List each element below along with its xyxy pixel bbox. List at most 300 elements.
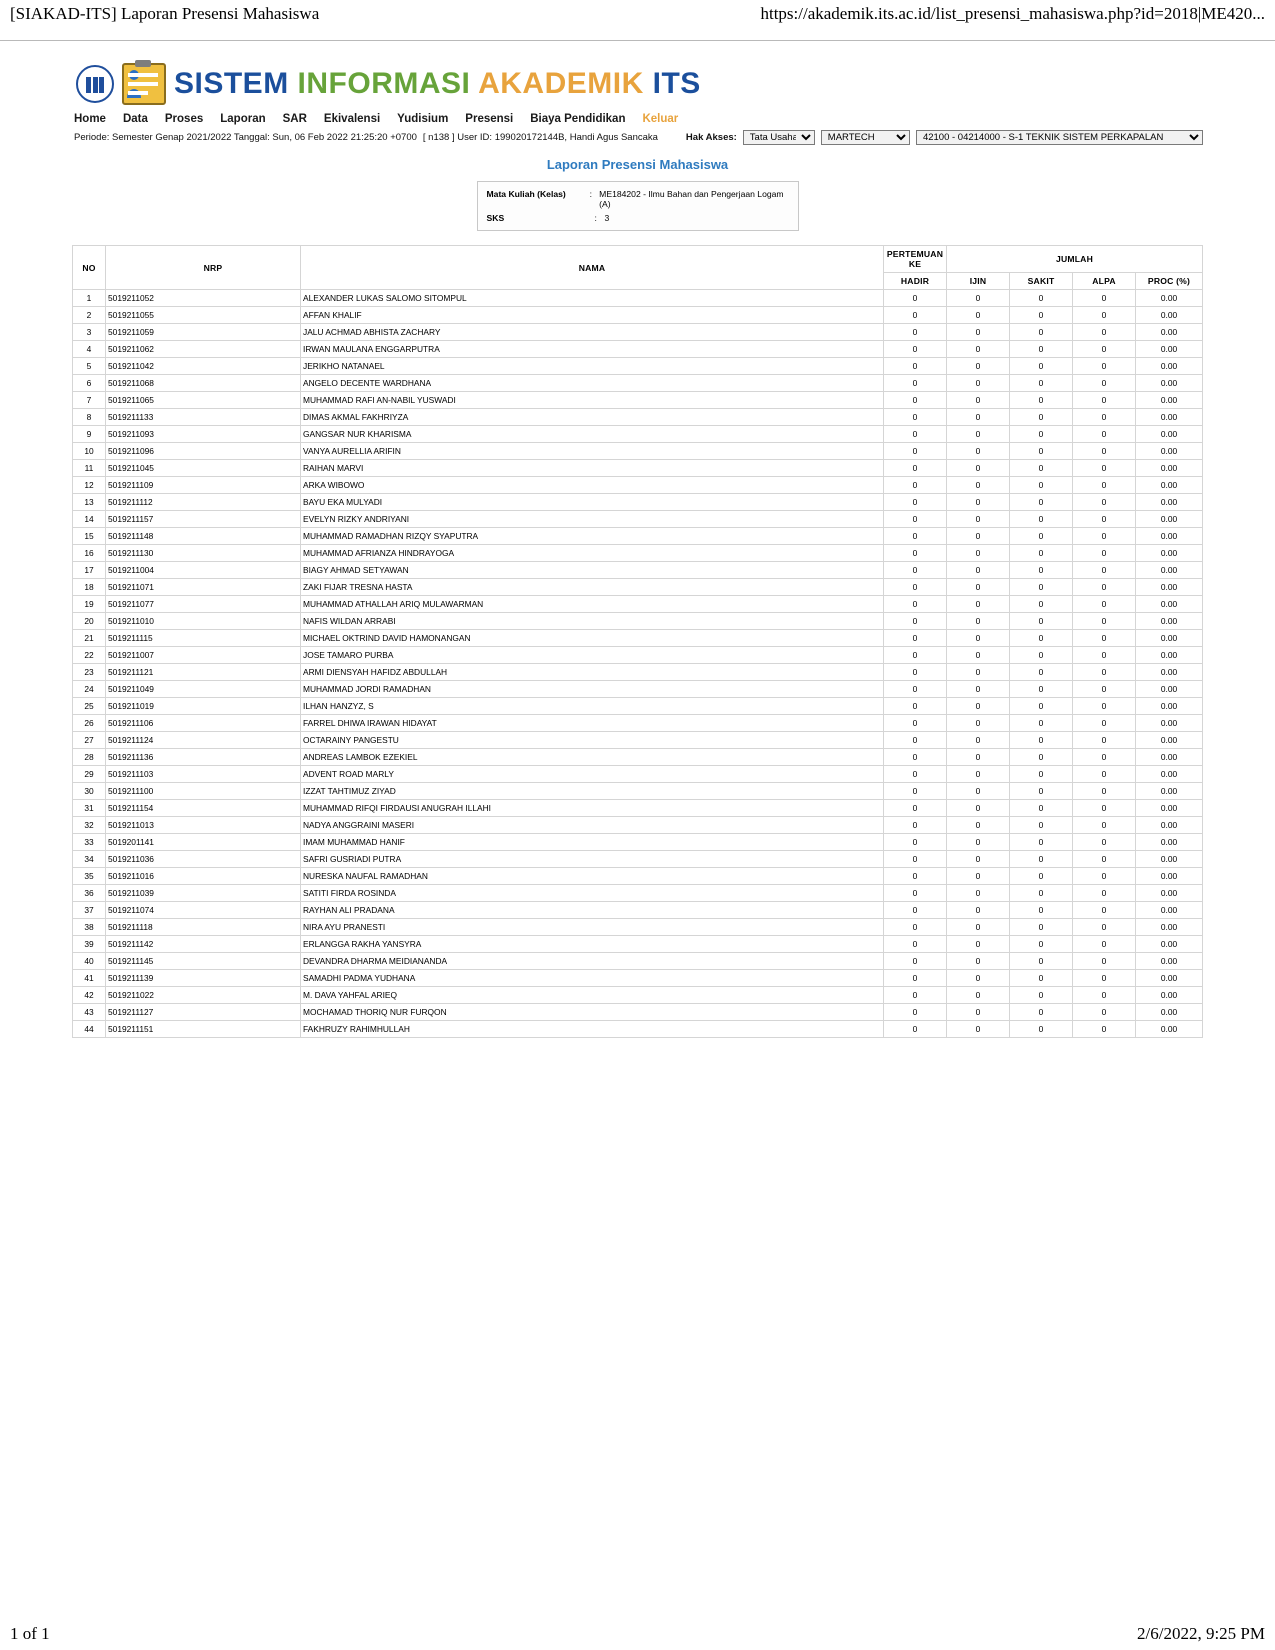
cell-ijin: 0 (947, 783, 1010, 800)
cell-ijin: 0 (947, 494, 1010, 511)
cell-sakit: 0 (1010, 307, 1073, 324)
cell-no: 38 (73, 919, 106, 936)
cell-hadir: 0 (884, 851, 947, 868)
cell-nrp: 5019211100 (106, 783, 301, 800)
cell-nama: MUHAMMAD ATHALLAH ARIQ MULAWARMAN (301, 596, 884, 613)
main-navigation[interactable] (72, 113, 1203, 125)
colon-separator: : (589, 189, 593, 199)
cell-ijin: 0 (947, 885, 1010, 902)
cell-alpa: 0 (1073, 681, 1136, 698)
cell-ijin: 0 (947, 613, 1010, 630)
cell-ijin: 0 (947, 375, 1010, 392)
cell-nama: ARKA WIBOWO (301, 477, 884, 494)
cell-ijin: 0 (947, 477, 1010, 494)
cell-ijin: 0 (947, 392, 1010, 409)
cell-hadir: 0 (884, 664, 947, 681)
cell-proc: 0.00 (1136, 358, 1203, 375)
sks-label: SKS (486, 213, 505, 223)
header-sakit: SAKIT (1010, 273, 1073, 290)
cell-no: 10 (73, 443, 106, 460)
table-row (73, 698, 1203, 715)
cell-hadir: 0 (884, 545, 947, 562)
cell-nrp: 5019211045 (106, 460, 301, 477)
cell-sakit: 0 (1010, 341, 1073, 358)
cell-alpa: 0 (1073, 783, 1136, 800)
table-row (73, 290, 1203, 307)
cell-nama: MUHAMMAD JORDI RAMADHAN (301, 681, 884, 698)
cell-alpa: 0 (1073, 545, 1136, 562)
table-row (73, 511, 1203, 528)
cell-no: 39 (73, 936, 106, 953)
cell-proc: 0.00 (1136, 443, 1203, 460)
cell-no: 35 (73, 868, 106, 885)
cell-nama: FARREL DHIWA IRAWAN HIDAYAT (301, 715, 884, 732)
table-row (73, 987, 1203, 1004)
cell-no: 18 (73, 579, 106, 596)
cell-alpa: 0 (1073, 511, 1136, 528)
table-row (73, 477, 1203, 494)
cell-hadir: 0 (884, 1004, 947, 1021)
cell-hadir: 0 (884, 936, 947, 953)
cell-proc: 0.00 (1136, 477, 1203, 494)
cell-hadir: 0 (884, 919, 947, 936)
table-row (73, 562, 1203, 579)
nav-proses[interactable]: Proses (164, 113, 204, 125)
cell-hadir: 0 (884, 443, 947, 460)
cell-proc: 0.00 (1136, 987, 1203, 1004)
cell-proc: 0.00 (1136, 970, 1203, 987)
cell-proc: 0.00 (1136, 749, 1203, 766)
table-row (73, 1004, 1203, 1021)
cell-sakit: 0 (1010, 324, 1073, 341)
cell-nrp: 5019211145 (106, 953, 301, 970)
cell-alpa: 0 (1073, 562, 1136, 579)
cell-ijin: 0 (947, 868, 1010, 885)
header-alpa: ALPA (1073, 273, 1136, 290)
print-footer-date: 2/6/2022, 9:25 PM (1137, 1624, 1265, 1643)
nav-sar[interactable]: SAR (282, 113, 307, 125)
cell-no: 44 (73, 1021, 106, 1038)
session-info-bar (72, 130, 1203, 145)
table-body (73, 290, 1203, 1038)
cell-proc: 0.00 (1136, 953, 1203, 970)
cell-nrp: 5019211052 (106, 290, 301, 307)
cell-nama: EVELYN RIZKY ANDRIYANI (301, 511, 884, 528)
cell-hadir: 0 (884, 902, 947, 919)
cell-nama: DIMAS AKMAL FAKHRIYZA (301, 409, 884, 426)
departemen-select[interactable] (821, 130, 910, 145)
cell-ijin: 0 (947, 460, 1010, 477)
table-row (73, 409, 1203, 426)
cell-nrp: 5019211068 (106, 375, 301, 392)
cell-sakit: 0 (1010, 596, 1073, 613)
cell-nama: NAFIS WILDAN ARRABI (301, 613, 884, 630)
banner-word-sistem: SISTEM (174, 67, 289, 100)
cell-no: 23 (73, 664, 106, 681)
cell-sakit: 0 (1010, 783, 1073, 800)
cell-no: 24 (73, 681, 106, 698)
cell-nrp: 5019211130 (106, 545, 301, 562)
nav-presensi[interactable]: Presensi (465, 113, 514, 125)
cell-no: 12 (73, 477, 106, 494)
cell-no: 42 (73, 987, 106, 1004)
cell-proc: 0.00 (1136, 341, 1203, 358)
cell-hadir: 0 (884, 681, 947, 698)
cell-hadir: 0 (884, 749, 947, 766)
cell-ijin: 0 (947, 511, 1010, 528)
cell-ijin: 0 (947, 426, 1010, 443)
cell-nama: RAYHAN ALI PRADANA (301, 902, 884, 919)
nav-home[interactable]: Home (74, 113, 106, 125)
cell-ijin: 0 (947, 732, 1010, 749)
cell-nrp: 5019211115 (106, 630, 301, 647)
cell-nama: ERLANGGA RAKHA YANSYRA (301, 936, 884, 953)
nav-keluar[interactable]: Keluar (642, 113, 679, 125)
cell-ijin: 0 (947, 936, 1010, 953)
cell-nrp: 5019211112 (106, 494, 301, 511)
cell-hadir: 0 (884, 307, 947, 324)
program-studi-select[interactable] (916, 130, 1203, 145)
cell-proc: 0.00 (1136, 715, 1203, 732)
cell-proc: 0.00 (1136, 698, 1203, 715)
cell-nrp: 5019211154 (106, 800, 301, 817)
cell-ijin: 0 (947, 545, 1010, 562)
cell-proc: 0.00 (1136, 800, 1203, 817)
nav-yudisium[interactable]: Yudisium (397, 113, 449, 125)
table-row (73, 1021, 1203, 1038)
cell-nama: JERIKHO NATANAEL (301, 358, 884, 375)
cell-nrp: 5019211007 (106, 647, 301, 664)
cell-nama: ADVENT ROAD MARLY (301, 766, 884, 783)
session-text: [ n138 ] User ID: 199020172144B, Handi Agus Sancaka (422, 132, 658, 143)
nav-biaya-pendidikan[interactable]: Biaya Pendidikan (530, 113, 626, 125)
cell-nrp: 5019211136 (106, 749, 301, 766)
table-row (73, 341, 1203, 358)
cell-nama: JOSE TAMARO PURBA (301, 647, 884, 664)
nav-laporan[interactable]: Laporan (220, 113, 266, 125)
cell-no: 31 (73, 800, 106, 817)
cell-alpa: 0 (1073, 834, 1136, 851)
cell-no: 20 (73, 613, 106, 630)
cell-ijin: 0 (947, 409, 1010, 426)
cell-no: 7 (73, 392, 106, 409)
cell-alpa: 0 (1073, 732, 1136, 749)
cell-nama: AFFAN KHALIF (301, 307, 884, 324)
cell-no: 40 (73, 953, 106, 970)
cell-alpa: 0 (1073, 290, 1136, 307)
cell-alpa: 0 (1073, 375, 1136, 392)
print-footer (0, 1624, 1275, 1644)
table-row (73, 307, 1203, 324)
table-row (73, 613, 1203, 630)
cell-no: 29 (73, 766, 106, 783)
cell-alpa: 0 (1073, 1021, 1136, 1038)
cell-proc: 0.00 (1136, 494, 1203, 511)
table-row (73, 851, 1203, 868)
sks-value: 3 (604, 213, 610, 223)
cell-alpa: 0 (1073, 443, 1136, 460)
cell-nrp: 5019211151 (106, 1021, 301, 1038)
cell-hadir: 0 (884, 885, 947, 902)
cell-no: 28 (73, 749, 106, 766)
cell-hadir: 0 (884, 987, 947, 1004)
cell-alpa: 0 (1073, 698, 1136, 715)
cell-proc: 0.00 (1136, 783, 1203, 800)
cell-no: 19 (73, 596, 106, 613)
cell-nama: VANYA AURELLIA ARIFIN (301, 443, 884, 460)
cell-hadir: 0 (884, 324, 947, 341)
cell-alpa: 0 (1073, 409, 1136, 426)
header-nama: NAMA (301, 246, 884, 290)
cell-proc: 0.00 (1136, 630, 1203, 647)
cell-proc: 0.00 (1136, 885, 1203, 902)
course-info-box (477, 181, 799, 231)
cell-ijin: 0 (947, 1004, 1010, 1021)
table-row (73, 630, 1203, 647)
cell-nrp: 5019211157 (106, 511, 301, 528)
cell-nama: FAKHRUZY RAHIMHULLAH (301, 1021, 884, 1038)
cell-nrp: 5019211093 (106, 426, 301, 443)
table-row (73, 358, 1203, 375)
cell-sakit: 0 (1010, 630, 1073, 647)
cell-proc: 0.00 (1136, 426, 1203, 443)
cell-alpa: 0 (1073, 426, 1136, 443)
colon-separator: : (594, 213, 597, 223)
cell-nrp: 5019211062 (106, 341, 301, 358)
cell-nrp: 5019211049 (106, 681, 301, 698)
attendance-table (72, 245, 1203, 1038)
cell-alpa: 0 (1073, 953, 1136, 970)
cell-proc: 0.00 (1136, 732, 1203, 749)
cell-sakit: 0 (1010, 817, 1073, 834)
cell-ijin: 0 (947, 800, 1010, 817)
cell-sakit: 0 (1010, 358, 1073, 375)
cell-nama: ZAKI FIJAR TRESNA HASTA (301, 579, 884, 596)
cell-hadir: 0 (884, 494, 947, 511)
cell-nrp: 5019211124 (106, 732, 301, 749)
cell-sakit: 0 (1010, 511, 1073, 528)
cell-no: 9 (73, 426, 106, 443)
cell-sakit: 0 (1010, 375, 1073, 392)
cell-no: 43 (73, 1004, 106, 1021)
cell-sakit: 0 (1010, 953, 1073, 970)
banner-word-akademik: AKADEMIK (478, 67, 644, 100)
cell-ijin: 0 (947, 290, 1010, 307)
cell-proc: 0.00 (1136, 579, 1203, 596)
cell-no: 21 (73, 630, 106, 647)
cell-proc: 0.00 (1136, 664, 1203, 681)
nav-data[interactable]: Data (122, 113, 148, 125)
course-line-matakuliah (487, 189, 789, 209)
cell-ijin: 0 (947, 749, 1010, 766)
banner-title (174, 67, 701, 101)
cell-ijin: 0 (947, 766, 1010, 783)
header-nrp: NRP (106, 246, 301, 290)
cell-hadir: 0 (884, 409, 947, 426)
table-row (73, 919, 1203, 936)
table-row (73, 494, 1203, 511)
cell-no: 22 (73, 647, 106, 664)
cell-nama: BAYU EKA MULYADI (301, 494, 884, 511)
table-row (73, 579, 1203, 596)
cell-sakit: 0 (1010, 1021, 1073, 1038)
cell-sakit: 0 (1010, 715, 1073, 732)
cell-nrp: 5019211013 (106, 817, 301, 834)
cell-hadir: 0 (884, 630, 947, 647)
table-row (73, 647, 1203, 664)
table-row (73, 817, 1203, 834)
cell-nrp: 5019211106 (106, 715, 301, 732)
table-head (73, 246, 1203, 290)
cell-nrp: 5019211055 (106, 307, 301, 324)
cell-ijin: 0 (947, 970, 1010, 987)
cell-alpa: 0 (1073, 477, 1136, 494)
cell-sakit: 0 (1010, 392, 1073, 409)
cell-alpa: 0 (1073, 715, 1136, 732)
table-row (73, 426, 1203, 443)
table-row (73, 902, 1203, 919)
cell-alpa: 0 (1073, 936, 1136, 953)
cell-nrp: 5019211036 (106, 851, 301, 868)
cell-alpa: 0 (1073, 902, 1136, 919)
cell-hadir: 0 (884, 511, 947, 528)
cell-sakit: 0 (1010, 409, 1073, 426)
cell-hadir: 0 (884, 647, 947, 664)
cell-ijin: 0 (947, 596, 1010, 613)
hak-akses-label: Hak Akses: (685, 132, 737, 143)
cell-alpa: 0 (1073, 341, 1136, 358)
cell-no: 4 (73, 341, 106, 358)
its-logo-icon (76, 65, 114, 103)
cell-sakit: 0 (1010, 647, 1073, 664)
cell-hadir: 0 (884, 698, 947, 715)
table-row (73, 681, 1203, 698)
cell-nrp: 5019211042 (106, 358, 301, 375)
cell-ijin: 0 (947, 681, 1010, 698)
cell-nama: MUHAMMAD RAFI AN-NABIL YUSWADI (301, 392, 884, 409)
cell-nrp: 5019211039 (106, 885, 301, 902)
cell-ijin: 0 (947, 834, 1010, 851)
cell-sakit: 0 (1010, 885, 1073, 902)
cell-nama: MICHAEL OKTRIND DAVID HAMONANGAN (301, 630, 884, 647)
cell-ijin: 0 (947, 919, 1010, 936)
table-row (73, 766, 1203, 783)
cell-proc: 0.00 (1136, 324, 1203, 341)
cell-alpa: 0 (1073, 494, 1136, 511)
cell-proc: 0.00 (1136, 528, 1203, 545)
cell-sakit: 0 (1010, 749, 1073, 766)
cell-hadir: 0 (884, 579, 947, 596)
person-icon (126, 69, 142, 99)
cell-hadir: 0 (884, 477, 947, 494)
header-ijin: IJIN (947, 273, 1010, 290)
cell-alpa: 0 (1073, 647, 1136, 664)
cell-nrp: 5019211016 (106, 868, 301, 885)
cell-hadir: 0 (884, 613, 947, 630)
cell-nama: NIRA AYU PRANESTI (301, 919, 884, 936)
cell-sakit: 0 (1010, 613, 1073, 630)
matakuliah-value: ME184202 - Ilmu Bahan dan Pengerjaan Logam (A) (599, 189, 784, 209)
header-no: NO (73, 246, 106, 290)
cell-sakit: 0 (1010, 528, 1073, 545)
cell-alpa: 0 (1073, 460, 1136, 477)
banner-word-its: ITS (652, 67, 701, 100)
cell-sakit: 0 (1010, 987, 1073, 1004)
cell-proc: 0.00 (1136, 511, 1203, 528)
cell-alpa: 0 (1073, 596, 1136, 613)
cell-nama: IZZAT TAHTIMUZ ZIYAD (301, 783, 884, 800)
cell-proc: 0.00 (1136, 1021, 1203, 1038)
cell-proc: 0.00 (1136, 545, 1203, 562)
cell-nrp: 5019211071 (106, 579, 301, 596)
cell-proc: 0.00 (1136, 936, 1203, 953)
cell-proc: 0.00 (1136, 375, 1203, 392)
cell-sakit: 0 (1010, 545, 1073, 562)
cell-ijin: 0 (947, 630, 1010, 647)
cell-nama: SAMADHI PADMA YUDHANA (301, 970, 884, 987)
table-row (73, 953, 1203, 970)
cell-no: 30 (73, 783, 106, 800)
cell-nrp: 5019211142 (106, 936, 301, 953)
cell-alpa: 0 (1073, 579, 1136, 596)
cell-nrp: 5019211118 (106, 919, 301, 936)
cell-alpa: 0 (1073, 970, 1136, 987)
cell-nama: JALU ACHMAD ABHISTA ZACHARY (301, 324, 884, 341)
page-title: Laporan Presensi Mahasiswa (546, 157, 729, 172)
cell-sakit: 0 (1010, 919, 1073, 936)
cell-ijin: 0 (947, 443, 1010, 460)
hak-akses-select[interactable] (743, 130, 815, 145)
table-row (73, 732, 1203, 749)
cell-proc: 0.00 (1136, 409, 1203, 426)
cell-proc: 0.00 (1136, 290, 1203, 307)
cell-sakit: 0 (1010, 681, 1073, 698)
cell-ijin: 0 (947, 324, 1010, 341)
cell-alpa: 0 (1073, 919, 1136, 936)
nav-ekivalensi[interactable]: Ekivalensi (323, 113, 381, 125)
cell-no: 16 (73, 545, 106, 562)
cell-sakit: 0 (1010, 936, 1073, 953)
cell-nrp: 5019211077 (106, 596, 301, 613)
cell-hadir: 0 (884, 834, 947, 851)
cell-nrp: 5019211121 (106, 664, 301, 681)
clipboard-logo-icon (122, 63, 166, 105)
cell-ijin: 0 (947, 987, 1010, 1004)
table-row (73, 834, 1203, 851)
cell-sakit: 0 (1010, 851, 1073, 868)
cell-ijin: 0 (947, 851, 1010, 868)
cell-alpa: 0 (1073, 749, 1136, 766)
cell-alpa: 0 (1073, 613, 1136, 630)
cell-hadir: 0 (884, 970, 947, 987)
cell-nrp: 5019211059 (106, 324, 301, 341)
cell-nrp: 5019211139 (106, 970, 301, 987)
cell-nama: MUHAMMAD RAMADHAN RIZQY SYAPUTRA (301, 528, 884, 545)
header-pertemuan-ke: PERTEMUAN KE (884, 246, 947, 273)
course-line-sks (487, 213, 789, 223)
cell-proc: 0.00 (1136, 1004, 1203, 1021)
site-banner (76, 61, 1203, 107)
cell-nama: MOCHAMAD THORIQ NUR FURQON (301, 1004, 884, 1021)
table-row (73, 443, 1203, 460)
cell-no: 36 (73, 885, 106, 902)
cell-no: 17 (73, 562, 106, 579)
cell-sakit: 0 (1010, 834, 1073, 851)
cell-no: 2 (73, 307, 106, 324)
table-row (73, 783, 1203, 800)
table-row (73, 868, 1203, 885)
cell-hadir: 0 (884, 392, 947, 409)
